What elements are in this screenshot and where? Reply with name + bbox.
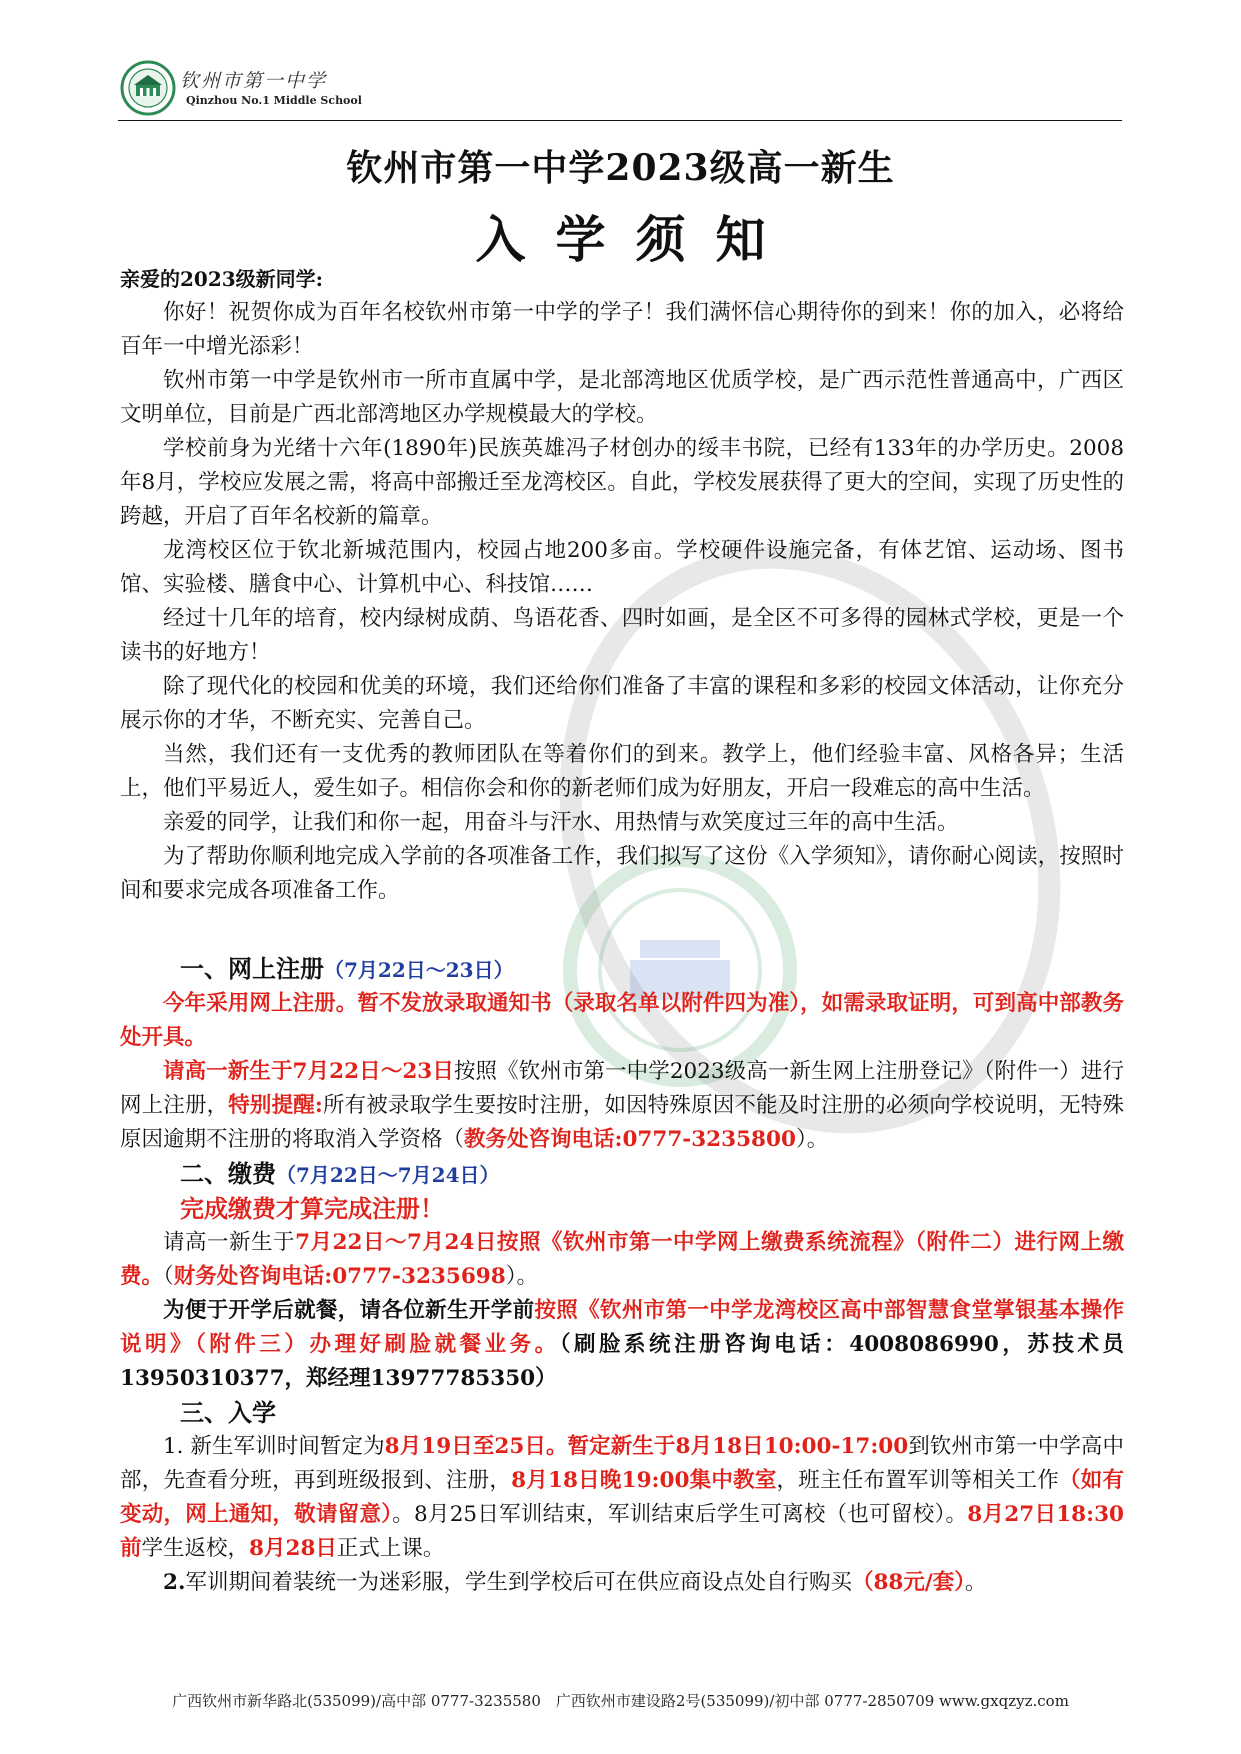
intro-paragraph: 为了帮助你顺利地完成入学前的各项准备工作，我们拟写了这份《入学须知》，请你耐心阅读，按照时间和要求完成各项准备工作。 xyxy=(120,844,1124,903)
registration-instructions xyxy=(120,1055,1124,1157)
body-text: ）。 xyxy=(505,1264,538,1289)
document-title: 钦州市第一中学2023级高一新生 xyxy=(346,147,895,189)
intro-paragraph: 经过十几年的培育，校内绿树成荫、鸟语花香、四时如画，是全区不可多得的园林式学校，更是一个读书的好地方！ xyxy=(120,606,1124,665)
intro-paragraph: 龙湾校区位于钦北新城范围内，校园占地200多亩。学校硬件设施完备，有体艺馆、运动场、图书馆、实验楼、膳食中心、计算机中心、科技馆…… xyxy=(120,538,1124,597)
enrollment-item-2 xyxy=(120,1566,1124,1600)
body-text: 正式上课。 xyxy=(336,1536,445,1561)
enrollment-item-1 xyxy=(120,1430,1124,1566)
intro-paragraph: 亲爱的同学，让我们和你一起，用奋斗与汗水、用热情与欢笑度过三年的高中生活。 xyxy=(163,810,959,835)
section-title: 二、缴费 xyxy=(180,1159,276,1188)
emphasis-text: 8月28日 xyxy=(249,1536,337,1561)
school-logo-icon xyxy=(120,60,176,116)
intro-paragraph: 除了现代化的校园和优美的环境，我们还给你们准备了丰富的课程和多彩的校园文体活动，让你充分展示你的才华，不断充实、完善自己。 xyxy=(120,674,1124,733)
intro-paragraph: 你好！祝贺你成为百年名校钦州市第一中学的学子！我们满怀信心期待你的到来！你的加入，必将给百年一中增光添彩！ xyxy=(120,300,1124,359)
body-text: 。 xyxy=(965,1570,987,1595)
body-text: 所有被录取学生要按时注册，如因特殊原因不能及时注册的必须向学校说明，无特殊原因逾期不注册的将取消入学资格（ xyxy=(120,1093,1124,1152)
section-title: 三、入学 xyxy=(180,1398,276,1427)
section-title: 一、网上注册 xyxy=(180,954,324,983)
contact-info: （刷脸系统注册咨询电话：4008086990，苏技术员13950310377，郑经理13977785350） xyxy=(120,1332,1124,1391)
bold-text: 为便于开学后就餐，请各位新生开学前 xyxy=(163,1298,535,1323)
dining-instructions xyxy=(120,1294,1124,1396)
emphasis-text: 8月18日晚19:00集中教室 xyxy=(511,1468,777,1493)
payment-instructions xyxy=(120,1226,1124,1294)
school-name-cn: 钦州市第一中学 xyxy=(180,70,328,92)
price-text: （88元/套） xyxy=(851,1570,965,1595)
intro-paragraph: 学校前身为光绪十六年(1890年)民族英雄冯子材创办的绥丰书院，已经有133年的办学历史。2008年8月，学校应发展之需，将高中部搬迁至龙湾校区。自此，学校发展获得了更大的空间，实现了历史性的跨越，开启了百年名校新的篇章。 xyxy=(120,436,1124,529)
document-body xyxy=(120,262,1124,1600)
header-divider xyxy=(118,120,1122,121)
body-text: 到钦州市第一中学高中部，先查看分班，再到班级报到、注册， xyxy=(120,1434,1124,1493)
intro-paragraph: 钦州市第一中学是钦州市一所市直属中学，是北部湾地区优质学校，是广西示范性普通高中，广西区文明单位，目前是广西北部湾地区办学规模最大的学校。 xyxy=(120,368,1124,427)
emphasis-text: （如有变动，网上通知，敬请留意） xyxy=(120,1468,1124,1527)
school-name-en: Qinzhou No.1 Middle School xyxy=(186,94,362,107)
body-text: 军训期间着装统一为迷彩服，学生到学校后可在供应商设点处自行购买 xyxy=(185,1570,852,1595)
salutation: 亲爱的2023级新同学: xyxy=(120,267,324,291)
body-text: 学生返校， xyxy=(141,1536,250,1561)
section-heading-payment xyxy=(180,1157,1124,1192)
section-heading-enrollment xyxy=(180,1396,1124,1430)
emphasis-text: 请高一新生于7月22日～23日 xyxy=(163,1059,454,1084)
body-text: 按照《钦州市第一中学2023级高一新生网上注册登记》（附件一）进行网上注册， xyxy=(120,1059,1124,1118)
registration-notice: 今年采用网上注册。暂不发放录取通知书（录取名单以附件四为准），如需录取证明，可到高中部教务处开具。 xyxy=(120,991,1124,1050)
emphasis-text: 按照《钦州市第一中学龙湾校区高中部智慧食堂掌银基本操作说明》（附件三）办理好刷脸就餐业务。 xyxy=(120,1298,1124,1357)
contact-phone: 教务处咨询电话:0777-3235800 xyxy=(464,1127,796,1152)
body-text: ，班主任布置军训等相关工作 xyxy=(776,1468,1060,1493)
emphasis-text: 特别提醒: xyxy=(228,1093,323,1118)
section-date: （7月22日～23日） xyxy=(324,958,514,982)
emphasis-text: 7月22日～7月24日按照《钦州市第一中学网上缴费系统流程》（附件二）进行网上缴费。 xyxy=(120,1230,1124,1289)
body-text: 1. 新生军训时间暂定为 xyxy=(163,1434,385,1459)
body-text: （ xyxy=(163,1264,174,1289)
section-heading-registration xyxy=(180,952,1124,987)
page-footer: 广西钦州市新华路北(535099)/高中部 0777-3235580 广西钦州市建设路2号(535099)/初中部 0777-2850709 www.gxqzyz.com xyxy=(172,1692,1069,1710)
payment-notice: 完成缴费才算完成注册！ xyxy=(180,1194,444,1223)
section-date: （7月22日～7月24日） xyxy=(276,1163,500,1187)
body-text: 请高一新生于 xyxy=(163,1230,296,1255)
emphasis-text: 8月27日18:30前 xyxy=(120,1502,1124,1561)
contact-phone: 财务处咨询电话:0777-3235698 xyxy=(173,1264,506,1289)
spacer xyxy=(120,908,1124,952)
document-subtitle: 入学须知 xyxy=(475,210,796,269)
body-text: 。8月25日军训结束，军训结束后学生可离校（也可留校）。 xyxy=(392,1502,968,1527)
emphasis-text: 8月19日至25日。暂定新生于8月18日10:00-17:00 xyxy=(384,1434,909,1459)
body-text: ）。 xyxy=(795,1127,829,1152)
item-number: 2. xyxy=(163,1570,186,1595)
intro-paragraph: 当然，我们还有一支优秀的教师团队在等着你们的到来。教学上，他们经验丰富、风格各异；生活上，他们平易近人，爱生如子。相信你会和你的新老师们成为好朋友，开启一段难忘的高中生活。 xyxy=(120,742,1124,801)
